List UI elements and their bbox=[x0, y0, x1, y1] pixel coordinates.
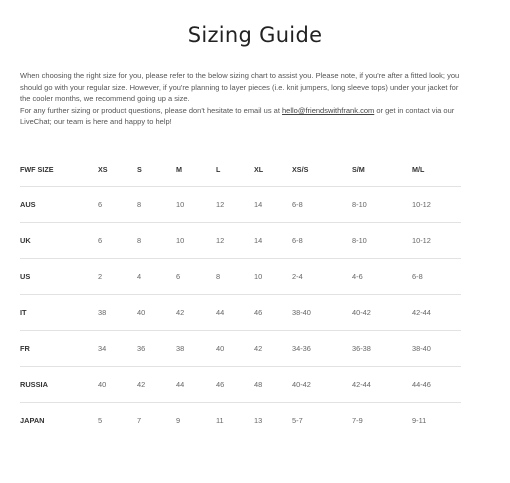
table-cell: 6 bbox=[98, 223, 137, 259]
table-cell: 6-8 bbox=[412, 259, 461, 295]
table-row bbox=[20, 223, 461, 259]
table-cell: 42 bbox=[254, 331, 292, 367]
table-cell: 40 bbox=[216, 331, 254, 367]
table-cell: 42-44 bbox=[352, 367, 412, 403]
row-region-label: JAPAN bbox=[20, 403, 98, 439]
table-cell: 11 bbox=[216, 403, 254, 439]
table-row bbox=[20, 187, 461, 223]
table-cell: 4-6 bbox=[352, 259, 412, 295]
contact-text-after: or get in contact via our LiveChat; our team is here and happy to help! bbox=[20, 105, 455, 127]
table-cell: 38-40 bbox=[292, 295, 352, 331]
table-cell: 6-8 bbox=[292, 187, 352, 223]
row-region-label: AUS bbox=[20, 187, 98, 223]
header-xs: XS bbox=[98, 164, 108, 174]
table-cell: 46 bbox=[254, 295, 292, 331]
table-cell: 46 bbox=[216, 367, 254, 403]
table-cell: 10 bbox=[176, 187, 216, 223]
table-cell: 5 bbox=[98, 403, 137, 439]
table-cell: 13 bbox=[254, 403, 292, 439]
table-cell: 2 bbox=[98, 259, 137, 295]
table-row bbox=[20, 331, 461, 367]
header-m-l: M/L bbox=[412, 164, 425, 174]
table-cell: 10 bbox=[254, 259, 292, 295]
sizing-table bbox=[20, 152, 461, 438]
row-region-label: UK bbox=[20, 223, 98, 259]
table-cell: 8-10 bbox=[352, 223, 412, 259]
table-cell: 7-9 bbox=[352, 403, 412, 439]
header-xl: XL bbox=[254, 164, 264, 174]
header-m: M bbox=[176, 164, 182, 174]
table-cell: 42-44 bbox=[412, 295, 461, 331]
table-cell: 36-38 bbox=[352, 331, 412, 367]
table-cell: 12 bbox=[216, 187, 254, 223]
table-cell: 34 bbox=[98, 331, 137, 367]
table-cell: 8 bbox=[137, 187, 176, 223]
page-title: Sizing Guide bbox=[187, 23, 323, 48]
table-cell: 38 bbox=[176, 331, 216, 367]
table-row bbox=[20, 295, 461, 331]
contact-paragraph bbox=[20, 105, 460, 128]
table-cell: 40-42 bbox=[352, 295, 412, 331]
table-cell: 6 bbox=[98, 187, 137, 223]
table-cell: 42 bbox=[137, 367, 176, 403]
table-cell: 42 bbox=[176, 295, 216, 331]
header-l: L bbox=[216, 164, 221, 174]
table-cell: 2-4 bbox=[292, 259, 352, 295]
table-cell: 6-8 bbox=[292, 223, 352, 259]
table-cell: 8-10 bbox=[352, 187, 412, 223]
table-row bbox=[20, 367, 461, 403]
table-cell: 7 bbox=[137, 403, 176, 439]
intro-paragraph: When choosing the right size for you, please refer to the below sizing chart to assist you. Please note, if you're after a fitted look; you should go with your regular size. However, if you're planning to layer pieces (i.e. knit jumpers, long sleeve tops) under your jacket for the cooler months, we recommend going up a size. bbox=[20, 71, 460, 104]
table-row bbox=[20, 403, 461, 439]
table-cell: 14 bbox=[254, 187, 292, 223]
table-cell: 40 bbox=[137, 295, 176, 331]
sizing-table-body bbox=[20, 187, 461, 439]
row-region-label: IT bbox=[20, 295, 98, 331]
table-cell: 14 bbox=[254, 223, 292, 259]
table-cell: 9 bbox=[176, 403, 216, 439]
table-cell: 36 bbox=[137, 331, 176, 367]
table-header-row bbox=[20, 152, 461, 187]
table-cell: 40-42 bbox=[292, 367, 352, 403]
table-cell: 38-40 bbox=[412, 331, 461, 367]
table-cell: 9-11 bbox=[412, 403, 461, 439]
row-region-label: FR bbox=[20, 331, 98, 367]
table-cell: 44-46 bbox=[412, 367, 461, 403]
table-cell: 12 bbox=[216, 223, 254, 259]
table-cell: 10 bbox=[176, 223, 216, 259]
table-row bbox=[20, 259, 461, 295]
table-cell: 44 bbox=[216, 295, 254, 331]
table-cell: 8 bbox=[137, 223, 176, 259]
table-cell: 5-7 bbox=[292, 403, 352, 439]
table-cell: 8 bbox=[216, 259, 254, 295]
header-fwf-size: FWF SIZE bbox=[20, 164, 54, 174]
table-cell: 38 bbox=[98, 295, 137, 331]
contact-text-before: For any further sizing or product questions, please don't hesitate to email us at bbox=[20, 105, 282, 115]
header-s: S bbox=[137, 164, 142, 174]
row-region-label: RUSSIA bbox=[20, 367, 98, 403]
row-region-label: US bbox=[20, 259, 98, 295]
table-cell: 48 bbox=[254, 367, 292, 403]
intro-text bbox=[20, 70, 460, 128]
table-cell: 10-12 bbox=[412, 223, 461, 259]
table-cell: 6 bbox=[176, 259, 216, 295]
email-link[interactable]: hello@friendswithfrank.com bbox=[282, 105, 375, 115]
header-xs-s: XS/S bbox=[292, 164, 309, 174]
table-cell: 4 bbox=[137, 259, 176, 295]
table-cell: 44 bbox=[176, 367, 216, 403]
table-cell: 10-12 bbox=[412, 187, 461, 223]
header-s-m: S/M bbox=[352, 164, 365, 174]
table-cell: 40 bbox=[98, 367, 137, 403]
table-cell: 34-36 bbox=[292, 331, 352, 367]
